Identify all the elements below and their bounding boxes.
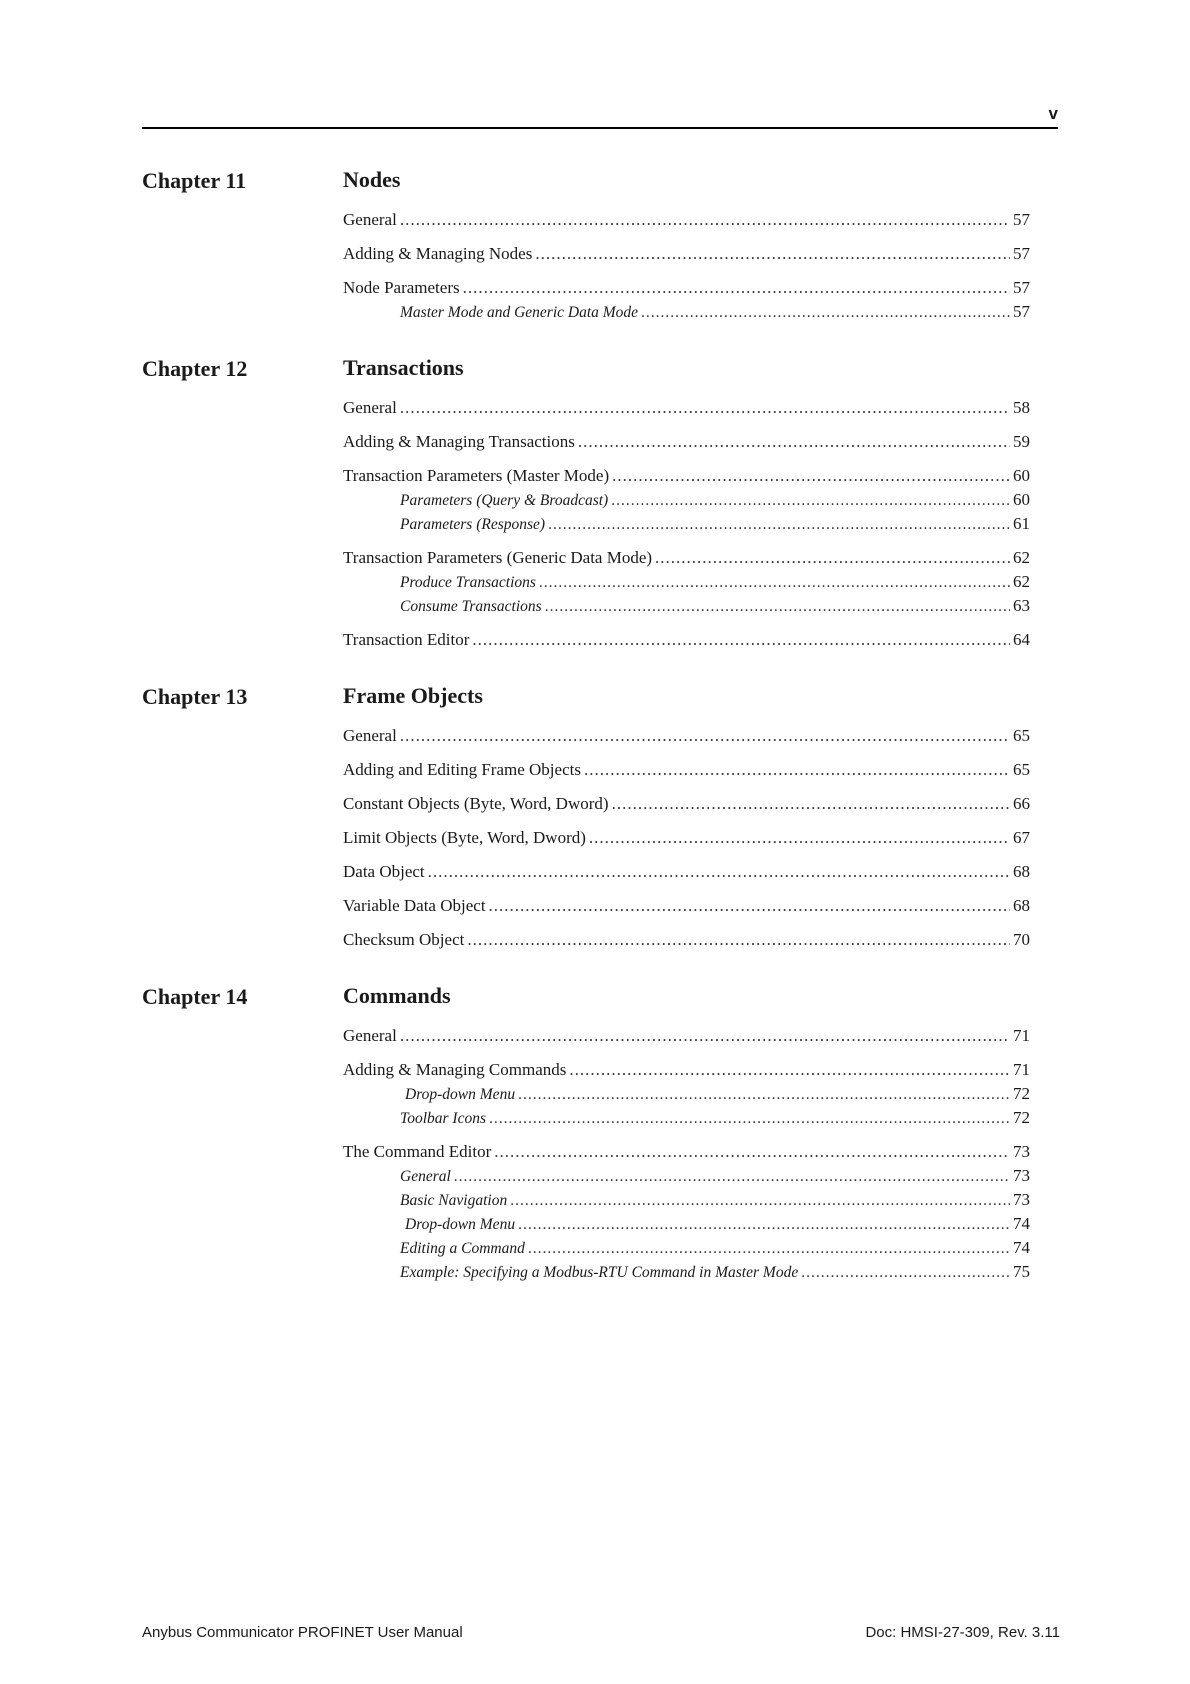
dot-leader: [548, 513, 1010, 537]
toc-chapter: [142, 678, 1030, 952]
dot-leader: [539, 571, 1010, 595]
entry-page-number: 65: [1013, 726, 1030, 745]
entry-page-number: 57: [1013, 244, 1030, 263]
toc-subentry[interactable]: [343, 570, 1030, 594]
dot-leader: [467, 928, 1010, 952]
entry-page-number: 65: [1013, 760, 1030, 779]
entry-page-number: 73: [1013, 1190, 1030, 1209]
chapter-title[interactable]: Transactions: [343, 355, 464, 380]
chapter-entries: [343, 162, 1030, 324]
footer-document-title: Anybus Communicator PROFINET User Manual: [142, 1624, 463, 1641]
dot-leader: [494, 1140, 1010, 1164]
entry-title: Adding & Managing Transactions: [343, 432, 575, 451]
entry-page-number: 73: [1013, 1142, 1030, 1161]
chapter-label: Chapter 13: [142, 684, 248, 709]
dot-leader: [489, 1107, 1010, 1131]
entry-page-number: 74: [1013, 1238, 1030, 1257]
entry-title: Parameters (Query & Broadcast): [400, 492, 609, 509]
entry-title: Transaction Parameters (Generic Data Mode): [343, 548, 653, 567]
entry-page-number: 58: [1013, 398, 1030, 417]
table-of-contents: [142, 160, 1030, 1310]
dot-leader: [578, 430, 1010, 454]
entry-page-number: 67: [1013, 828, 1030, 847]
footer-document-id: Doc: HMSI-27-309, Rev. 3.11: [865, 1624, 1060, 1641]
dot-leader: [535, 242, 1010, 266]
dot-leader: [400, 724, 1010, 748]
entry-title: Transaction Editor: [343, 630, 470, 649]
entry-title: General: [400, 1168, 451, 1185]
entry-page-number: 74: [1013, 1214, 1030, 1233]
toc-subentry[interactable]: [343, 1106, 1030, 1130]
entry-title: Consume Transactions: [400, 598, 542, 615]
page-number: v: [1048, 104, 1058, 123]
toc-entry[interactable]: [343, 396, 1030, 420]
dot-leader: [611, 489, 1010, 513]
toc-entry[interactable]: [343, 826, 1030, 850]
entry-page-number: 63: [1013, 596, 1030, 615]
entry-page-number: 66: [1013, 794, 1030, 813]
entry-page-number: 72: [1013, 1084, 1030, 1103]
entry-title: Constant Objects (Byte, Word, Dword): [343, 794, 609, 813]
dot-leader: [400, 1024, 1010, 1048]
dot-leader: [584, 758, 1010, 782]
toc-entry[interactable]: [343, 792, 1030, 816]
toc-entry[interactable]: [343, 276, 1030, 300]
entry-title: Parameters (Response): [400, 516, 546, 533]
dot-leader: [510, 1189, 1010, 1213]
dot-leader: [518, 1213, 1010, 1237]
entry-title: Toolbar Icons: [400, 1110, 486, 1127]
entry-title: Basic Navigation: [400, 1192, 508, 1209]
entry-page-number: 60: [1013, 490, 1030, 509]
toc-chapter: [142, 978, 1030, 1284]
entry-title: Variable Data Object: [343, 896, 486, 915]
entry-page-number: 59: [1013, 432, 1030, 451]
toc-entry[interactable]: [343, 628, 1030, 652]
entry-title: Master Mode and Generic Data Mode: [400, 304, 639, 321]
dot-leader: [612, 792, 1010, 816]
dot-leader: [489, 894, 1010, 918]
entry-page-number: 71: [1013, 1060, 1030, 1079]
entry-page-number: 64: [1013, 630, 1030, 649]
entry-title: Data Object: [343, 862, 425, 881]
dot-leader: [612, 464, 1010, 488]
entry-page-number: 72: [1013, 1108, 1030, 1127]
entry-page-number: 73: [1013, 1166, 1030, 1185]
entry-page-number: 68: [1013, 862, 1030, 881]
toc-subentry[interactable]: [343, 1260, 1030, 1284]
chapter-entries: [343, 978, 1030, 1284]
toc-entry[interactable]: [343, 546, 1030, 570]
entry-title: Adding & Managing Nodes: [343, 244, 533, 263]
dot-leader: [569, 1058, 1010, 1082]
entry-page-number: 71: [1013, 1026, 1030, 1045]
entry-title: General: [343, 398, 397, 417]
toc-entry[interactable]: [343, 928, 1030, 952]
dot-leader: [801, 1261, 1010, 1285]
dot-leader: [518, 1083, 1010, 1107]
chapter-entries: [343, 350, 1030, 652]
toc-subentry[interactable]: [343, 300, 1030, 324]
dot-leader: [655, 546, 1010, 570]
toc-entry[interactable]: [343, 242, 1030, 266]
entry-title: Checksum Object: [343, 930, 465, 949]
dot-leader: [400, 208, 1010, 232]
entry-page-number: 62: [1013, 548, 1030, 567]
dot-leader: [472, 628, 1010, 652]
dot-leader: [589, 826, 1010, 850]
dot-leader: [463, 276, 1010, 300]
toc-subentry[interactable]: [343, 1082, 1030, 1106]
entry-title: General: [343, 1026, 397, 1045]
entry-title: The Command Editor: [343, 1142, 492, 1161]
chapter-label: Chapter 12: [142, 356, 248, 381]
toc-entry[interactable]: [343, 1140, 1030, 1164]
toc-subentry[interactable]: [343, 1164, 1030, 1188]
entry-title: Limit Objects (Byte, Word, Dword): [343, 828, 586, 847]
header-rule: [142, 127, 1058, 129]
toc-subentry[interactable]: [343, 512, 1030, 536]
dot-leader: [454, 1165, 1010, 1189]
entry-title: Adding and Editing Frame Objects: [343, 760, 581, 779]
toc-subentry[interactable]: [343, 488, 1030, 512]
entry-page-number: 57: [1013, 278, 1030, 297]
toc-entry[interactable]: [343, 758, 1030, 782]
dot-leader: [528, 1237, 1010, 1261]
entry-title: Node Parameters: [343, 278, 460, 297]
toc-subentry[interactable]: [343, 1212, 1030, 1236]
entry-page-number: 61: [1013, 514, 1030, 533]
toc-entry[interactable]: [343, 208, 1030, 232]
toc-entry[interactable]: [343, 430, 1030, 454]
entry-page-number: 57: [1013, 210, 1030, 229]
chapter-label: Chapter 14: [142, 984, 248, 1009]
toc-chapter: [142, 350, 1030, 652]
entry-title: Editing a Command: [400, 1240, 525, 1257]
entry-title: General: [343, 726, 397, 745]
chapter-title[interactable]: Frame Objects: [343, 683, 483, 708]
dot-leader: [428, 860, 1010, 884]
entry-title: Drop-down Menu: [405, 1086, 516, 1103]
chapter-title[interactable]: Nodes: [343, 167, 401, 192]
entry-title: Transaction Parameters (Master Mode): [343, 466, 610, 485]
entry-title: Produce Transactions: [400, 574, 536, 591]
entry-page-number: 62: [1013, 572, 1030, 591]
dot-leader: [641, 301, 1010, 325]
toc-entry[interactable]: [343, 894, 1030, 918]
entry-page-number: 68: [1013, 896, 1030, 915]
entry-title: Drop-down Menu: [405, 1216, 516, 1233]
entry-page-number: 70: [1013, 930, 1030, 949]
entry-page-number: 75: [1013, 1262, 1030, 1281]
toc-entry[interactable]: [343, 1058, 1030, 1082]
entry-title: General: [343, 210, 397, 229]
toc-subentry[interactable]: [343, 594, 1030, 618]
toc-entry[interactable]: [343, 1024, 1030, 1048]
entry-title: Example: Specifying a Modbus-RTU Command in Master Mode: [400, 1264, 799, 1281]
toc-subentry[interactable]: [343, 1188, 1030, 1212]
dot-leader: [545, 595, 1010, 619]
chapter-entries: [343, 678, 1030, 952]
entry-title: Adding & Managing Commands: [343, 1060, 567, 1079]
toc-entry[interactable]: [343, 464, 1030, 488]
entry-page-number: 60: [1013, 466, 1030, 485]
toc-entry[interactable]: [343, 860, 1030, 884]
entry-page-number: 57: [1013, 302, 1030, 321]
toc-chapter: [142, 162, 1030, 324]
dot-leader: [400, 396, 1010, 420]
toc-subentry[interactable]: [343, 1236, 1030, 1260]
chapter-label: Chapter 11: [142, 168, 247, 193]
chapter-title[interactable]: Commands: [343, 983, 451, 1008]
toc-entry[interactable]: [343, 724, 1030, 748]
